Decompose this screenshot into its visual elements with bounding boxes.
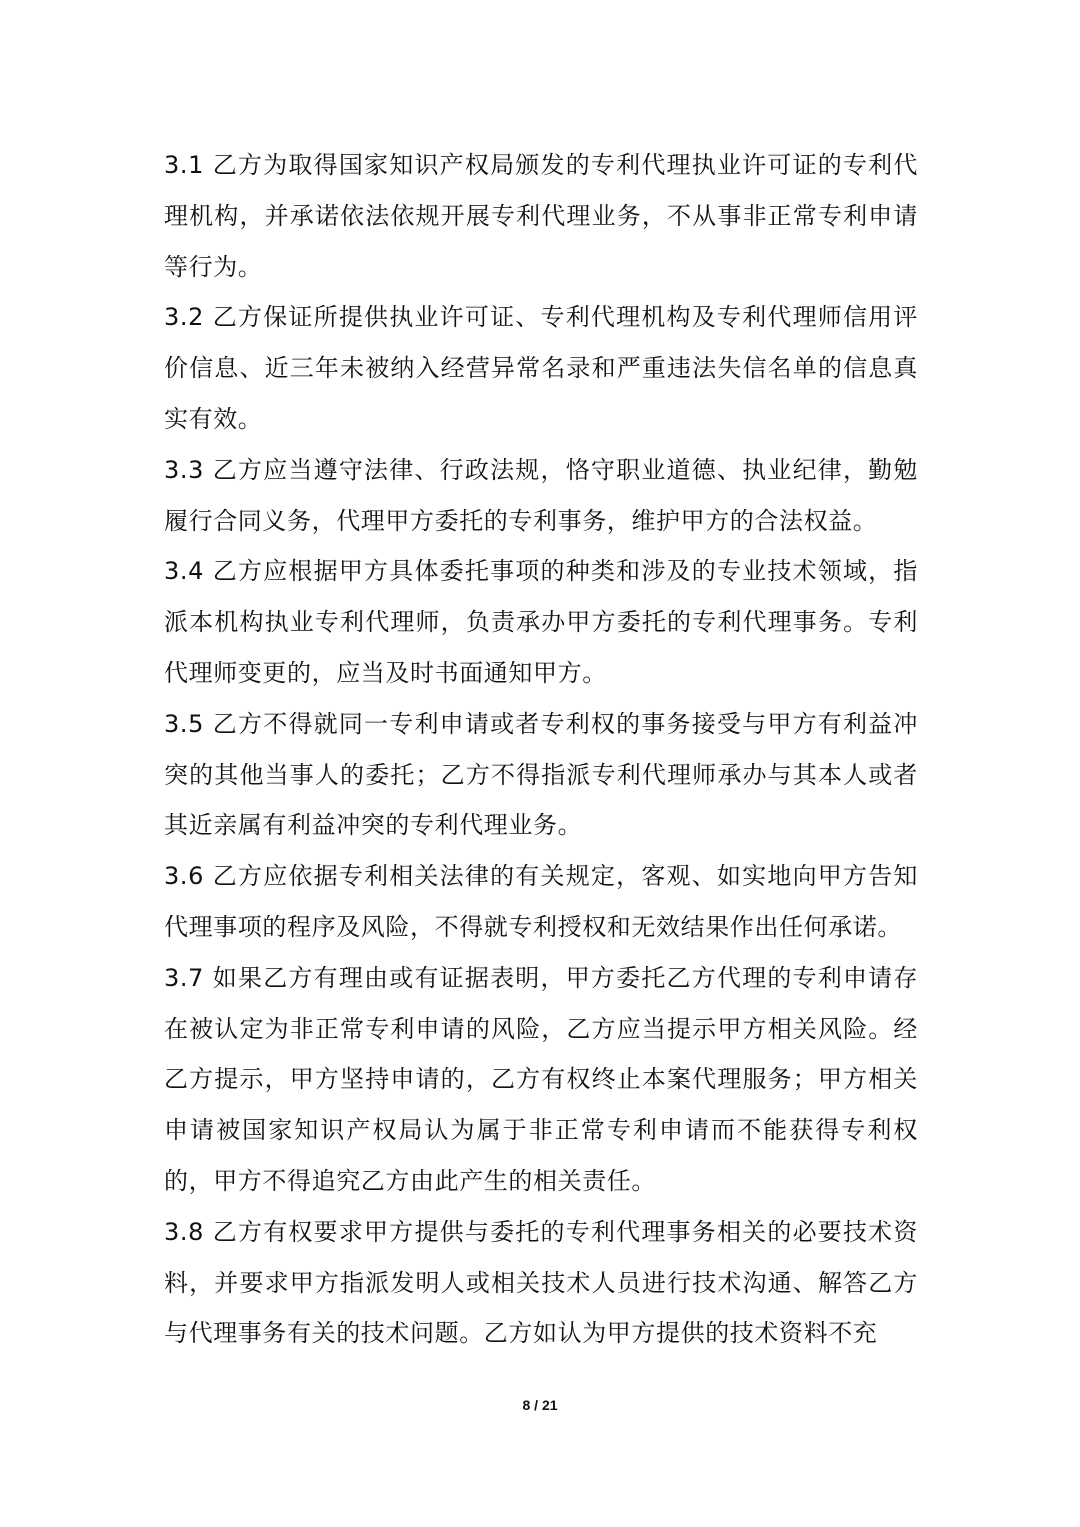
clause-3-4: 3.4 乙方应根据甲方具体委托事项的种类和涉及的专业技术领域，指派本机构执业专利代理师，负责承办甲方委托的专利代理事务。专利代理师变更的，应当及时书面通知甲方。 — [164, 557, 918, 687]
document-body — [164, 140, 918, 1359]
clause-3-1: 3.1 乙方为取得国家知识产权局颁发的专利代理执业许可证的专利代理机构，并承诺依法依规开展专利代理业务，不从事非正常专利申请等行为。 — [164, 151, 918, 281]
clause-3-6: 3.6 乙方应依据专利相关法律的有关规定，客观、如实地向甲方告知代理事项的程序及风险，不得就专利授权和无效结果作出任何承诺。 — [164, 862, 918, 941]
page-number: 8 / 21 — [522, 1397, 558, 1413]
clause-3-2: 3.2 乙方保证所提供执业许可证、专利代理机构及专利代理师信用评价信息、近三年未被纳入经营异常名录和严重违法失信名单的信息真实有效。 — [164, 303, 918, 433]
clause-3-3: 3.3 乙方应当遵守法律、行政法规，恪守职业道德、执业纪律，勤勉履行合同义务，代理甲方委托的专利事务，维护甲方的合法权益。 — [164, 455, 918, 535]
clause-3-7: 3.7 如果乙方有理由或有证据表明，甲方委托乙方代理的专利申请存在被认定为非正常专利申请的风险，乙方应当提示甲方相关风险。经乙方提示，甲方坚持申请的，乙方有权终止本案代理服务；甲方相关申请被国家知识产权局认为属于非正常专利申请而不能获得专利权的，甲方不得追究乙方由此产生的相关责任。 — [164, 963, 918, 1195]
clause-3-5: 3.5 乙方不得就同一专利申请或者专利权的事务接受与甲方有利益冲突的其他当事人的委托；乙方不得指派专利代理师承办与其本人或者其近亲属有利益冲突的专利代理业务。 — [164, 709, 918, 840]
clause-3-8: 3.8 乙方有权要求甲方提供与委托的专利代理事务相关的必要技术资料，并要求甲方指派发明人或相关技术人员进行技术沟通、解答乙方与代理事务有关的技术问题。乙方如认为甲方提供的技术资料不充 — [164, 1217, 918, 1348]
